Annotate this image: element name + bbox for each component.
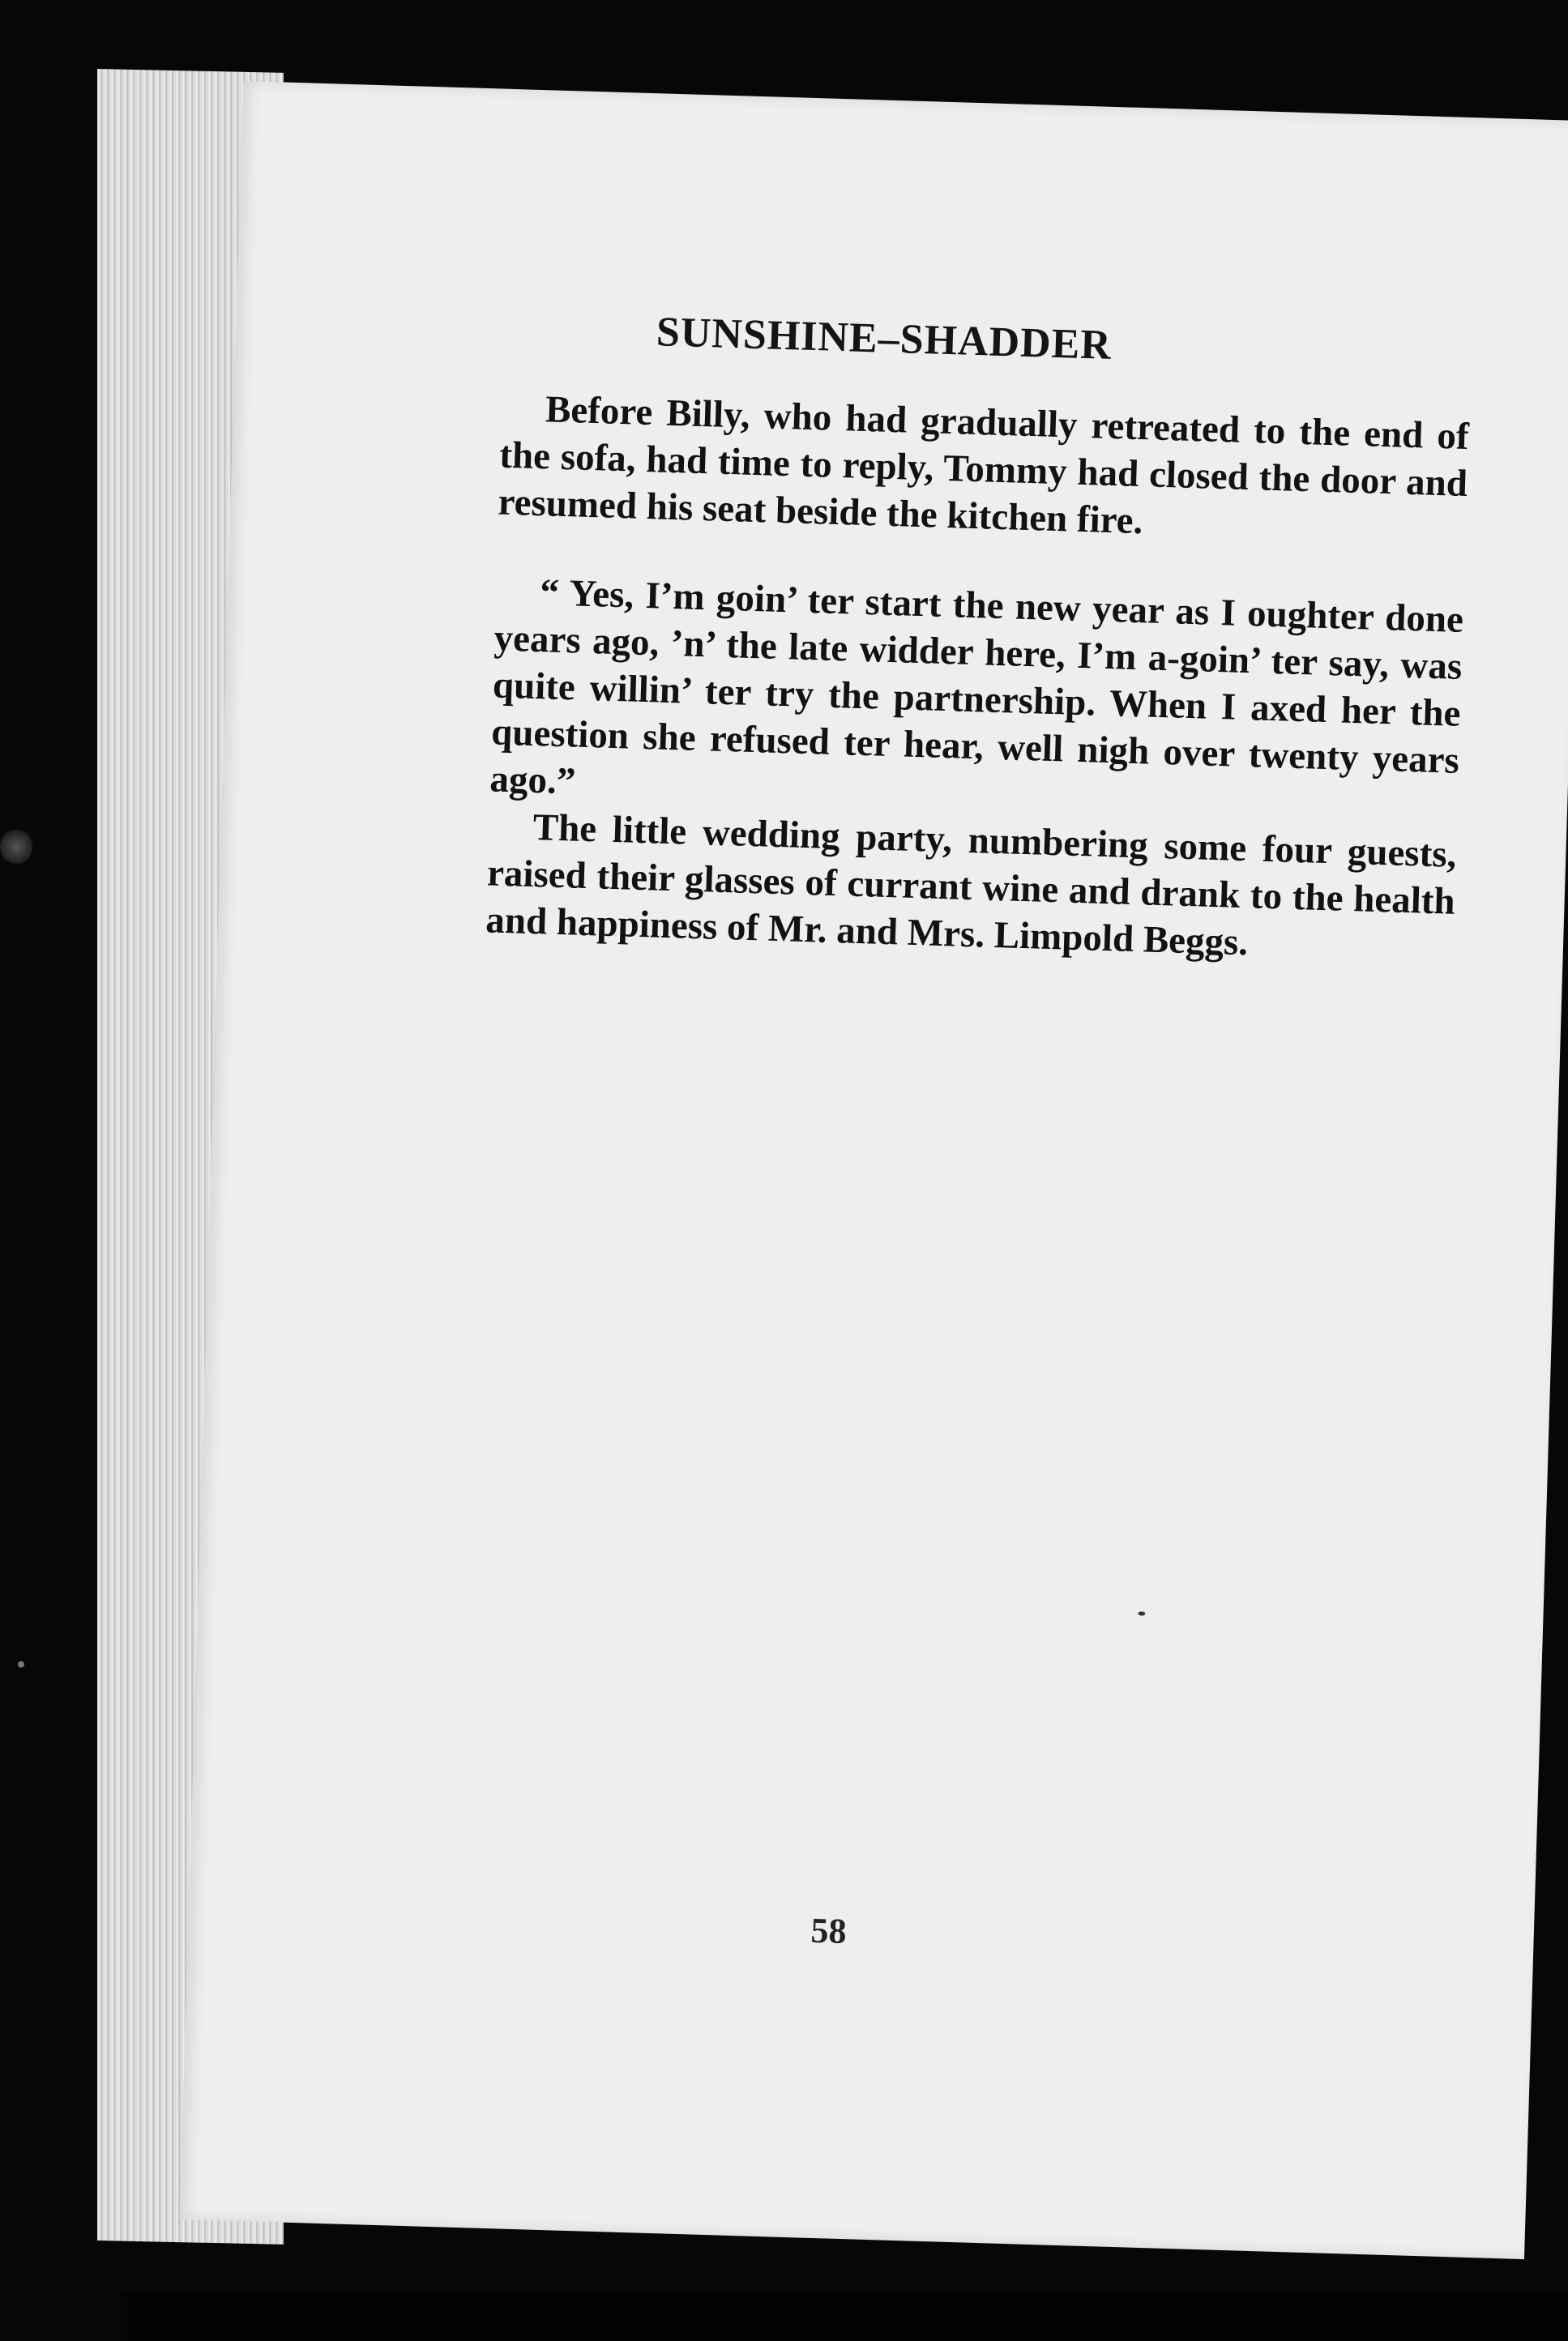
page-number: 58: [810, 1910, 848, 1952]
scan-smudge: [0, 827, 32, 867]
paragraph-1: Before Billy, who had gradually retreated to the end of the sofa, had time to reply, Tommy had closed the door and resumed his seat beside the kitchen fire.: [497, 388, 1470, 543]
paragraph-3: The little wedding party, numbering some four guests, raised their glasses of currant wine and drank to the health and happiness of Mr. and Mrs. Limpold Beggs.: [485, 806, 1458, 964]
paragraph-2: “ Yes, I’m goin’ ter start the new year as I oughter done years ago, ’n’ the late widder here, I’m a-goin’ ter say, was quite willin’ ter try the partnership. When I axed her the question she refused ter hear, well nigh over twenty years ago.”: [489, 571, 1464, 803]
ink-speck: [1138, 1612, 1145, 1616]
book-page: [180, 81, 1568, 2259]
scan-speck: [18, 1661, 24, 1668]
running-head: SUNSHINE–SHADDER: [656, 309, 1113, 369]
body-text: [485, 385, 1470, 972]
scan-bottom-edge: [122, 2293, 1568, 2341]
